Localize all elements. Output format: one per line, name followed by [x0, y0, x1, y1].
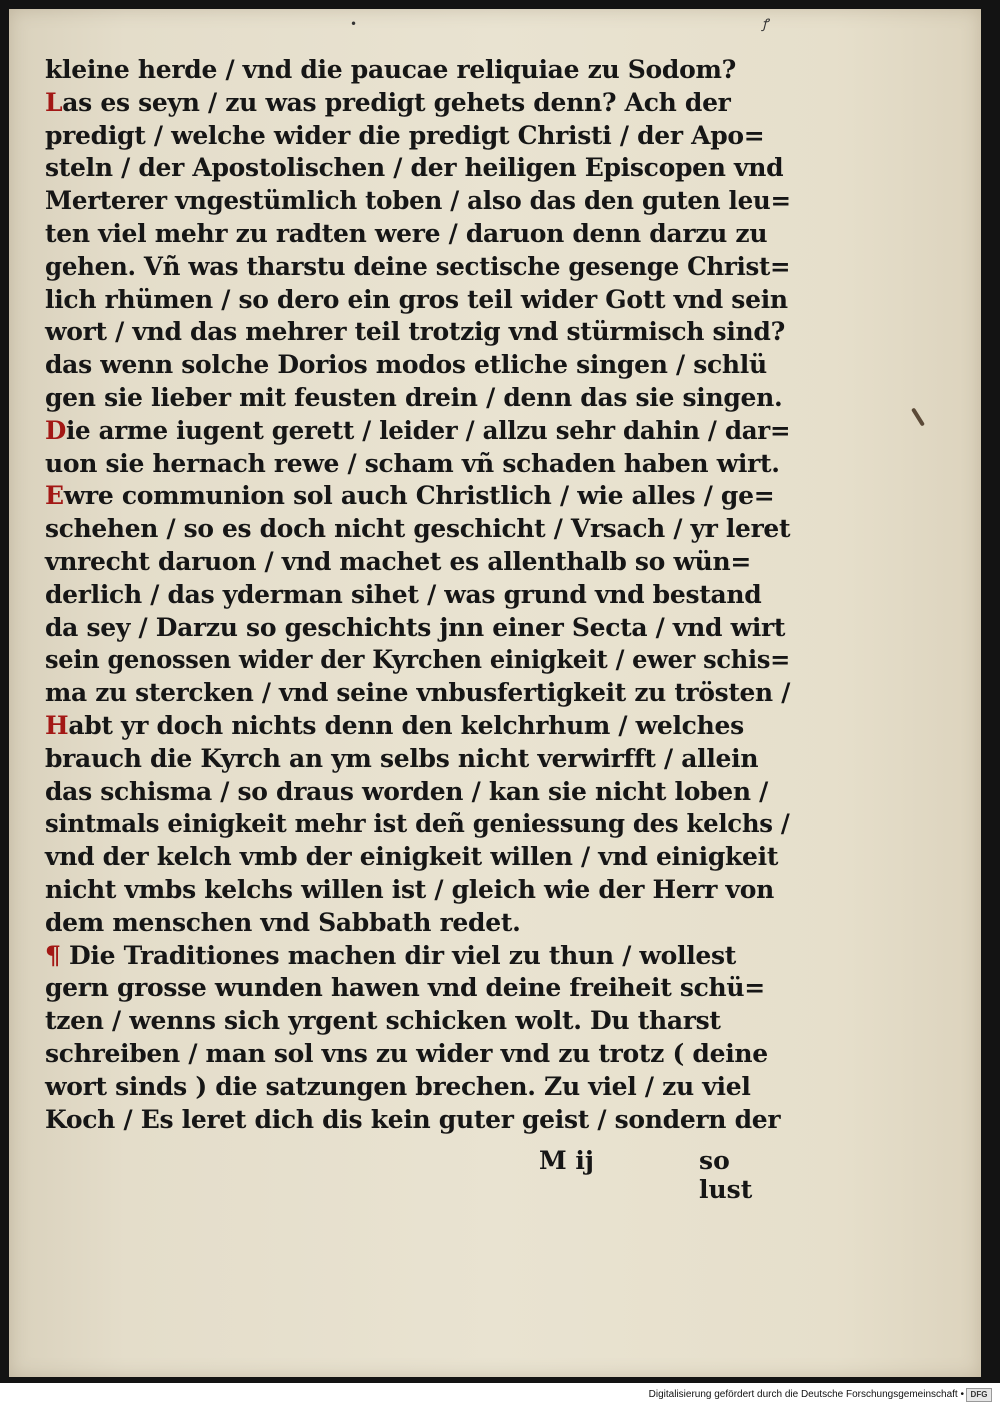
text-line: [45, 841, 790, 874]
line-text: das wenn solche Dorios modos etliche singen / schlü: [45, 350, 767, 380]
line-text: derlich / das yderman sihet / was grund vnd bestand: [45, 579, 762, 609]
text-line: [45, 185, 791, 218]
line-text: ie arme iugent gerett / leider / allzu sehr dahin / dar=: [66, 415, 791, 445]
text-line: [45, 480, 790, 513]
line-text: nicht vmbs kelchs willen ist / gleich wie der Herr von: [45, 874, 775, 904]
text-line: [45, 743, 790, 776]
text-line: [45, 710, 790, 743]
signature-mark: M ij: [539, 1146, 594, 1175]
footer-credit: Digitalisierung gefördert durch die Deutsche Forschungsgemeinschaft •: [648, 1389, 964, 1400]
line-text: ma zu stercken / vnd seine vnbusfertigkeit zu trösten /: [45, 678, 790, 708]
text-line: [45, 513, 791, 546]
text-line: [45, 87, 790, 120]
text-line: [45, 546, 790, 579]
catchword: so lust: [699, 1146, 753, 1204]
text-line: [45, 218, 790, 251]
line-text: Koch / Es leret dich dis kein guter geist / sondern der: [45, 1104, 781, 1134]
top-mark-right: ꝭ: [762, 17, 769, 32]
line-text: gen sie lieber mit feusten drein / denn das sie singen.: [45, 382, 783, 412]
text-line: [45, 284, 790, 317]
line-text: sintmals einigkeit mehr ist deñ geniessung des kelchs /: [45, 809, 790, 839]
text-block: [45, 54, 790, 1136]
text-line: [45, 1104, 790, 1137]
line-text: das schisma / so draus worden / kan sie nicht loben /: [45, 776, 768, 806]
text-line: [45, 579, 790, 612]
signature-line: [539, 1146, 789, 1204]
text-line: [45, 612, 790, 645]
dfg-logo: DFG: [966, 1388, 992, 1402]
line-text: wre communion sol auch Christlich / wie alles / ge=: [63, 481, 775, 511]
line-text: gern grosse wunden hawen vnd deine freiheit schü=: [45, 973, 765, 1003]
book-page: [9, 9, 981, 1377]
line-text: Merterer vngestümlich toben / also das den guten leu=: [45, 186, 791, 216]
text-line: [45, 1071, 790, 1104]
text-line: [45, 874, 790, 907]
line-text: steln / der Apostolischen / der heiligen Episcopen vnd: [45, 153, 784, 183]
line-text: brauch die Kyrch an ym selbs nicht verwirfft / allein: [45, 743, 759, 773]
line-text: as es seyn / zu was predigt gehets denn? Ach der: [62, 87, 731, 117]
line-text: predigt / welche wider die predigt Christi / der Apo=: [45, 120, 765, 150]
text-line: [45, 448, 790, 481]
text-line: [45, 120, 790, 153]
text-line: [45, 677, 790, 710]
line-text: schehen / so es doch nicht geschicht / Vrsach / yr leret: [45, 514, 791, 544]
pilcrow-mark: ¶: [45, 940, 61, 970]
line-text: uon sie hernach rewe / scham vñ schaden haben wirt.: [45, 448, 780, 478]
line-text: wort / vnd das mehrer teil trotzig vnd stürmisch sind?: [45, 317, 785, 347]
text-line: [45, 776, 790, 809]
text-line: [45, 251, 791, 284]
rubricated-initial: L: [45, 87, 63, 117]
text-line: [45, 415, 791, 448]
line-text: vnd der kelch vmb der einigkeit willen / vnd einigkeit: [45, 842, 779, 872]
line-text: sein genossen wider der Kyrchen einigkeit / ewer schis=: [45, 645, 791, 675]
text-line: [45, 316, 790, 349]
line-text: lich rhümen / so dero ein gros teil wider Gott vnd sein: [45, 284, 788, 314]
line-text: tzen / wenns sich yrgent schicken wolt. Du tharst: [45, 1006, 721, 1036]
text-line: [45, 152, 790, 185]
line-text: gehen. Vñ was tharstu deine sectische gesenge Christ=: [45, 251, 791, 281]
rubricated-initial: D: [45, 415, 67, 445]
line-text: Die Traditiones machen dir viel zu thun / wollest: [69, 940, 737, 970]
text-line: [45, 382, 790, 415]
text-line: [45, 644, 791, 677]
line-text: wort sinds ) die satzungen brechen. Zu viel / zu viel: [45, 1071, 751, 1101]
top-mark-left: •: [350, 17, 358, 31]
line-text: kleine herde / vnd die paucae reliquiae zu Sodom?: [45, 55, 736, 84]
rubricated-initial: H: [45, 710, 69, 740]
ink-blemish: [911, 407, 925, 426]
text-line: [45, 907, 790, 940]
text-line: [45, 972, 790, 1005]
text-line: [45, 1038, 790, 1071]
line-text: abt yr doch nichts denn den kelchrhum / welches: [68, 710, 744, 740]
line-text: vnrecht daruon / vnd machet es allenthalb so wün=: [45, 546, 752, 576]
line-text: ten viel mehr zu radten were / daruon denn darzu zu: [45, 218, 768, 248]
text-line: [45, 54, 790, 87]
text-line: [45, 808, 790, 841]
text-line: [45, 1005, 790, 1038]
rubricated-initial: E: [45, 481, 64, 511]
line-text: dem menschen vnd Sabbath redet.: [45, 907, 521, 937]
text-line: [45, 940, 790, 973]
text-line: [45, 349, 790, 382]
line-text: da sey / Darzu so geschichts jnn einer Secta / vnd wirt: [45, 612, 786, 642]
line-text: schreiben / man sol vns zu wider vnd zu trotz ( deine: [45, 1038, 768, 1068]
